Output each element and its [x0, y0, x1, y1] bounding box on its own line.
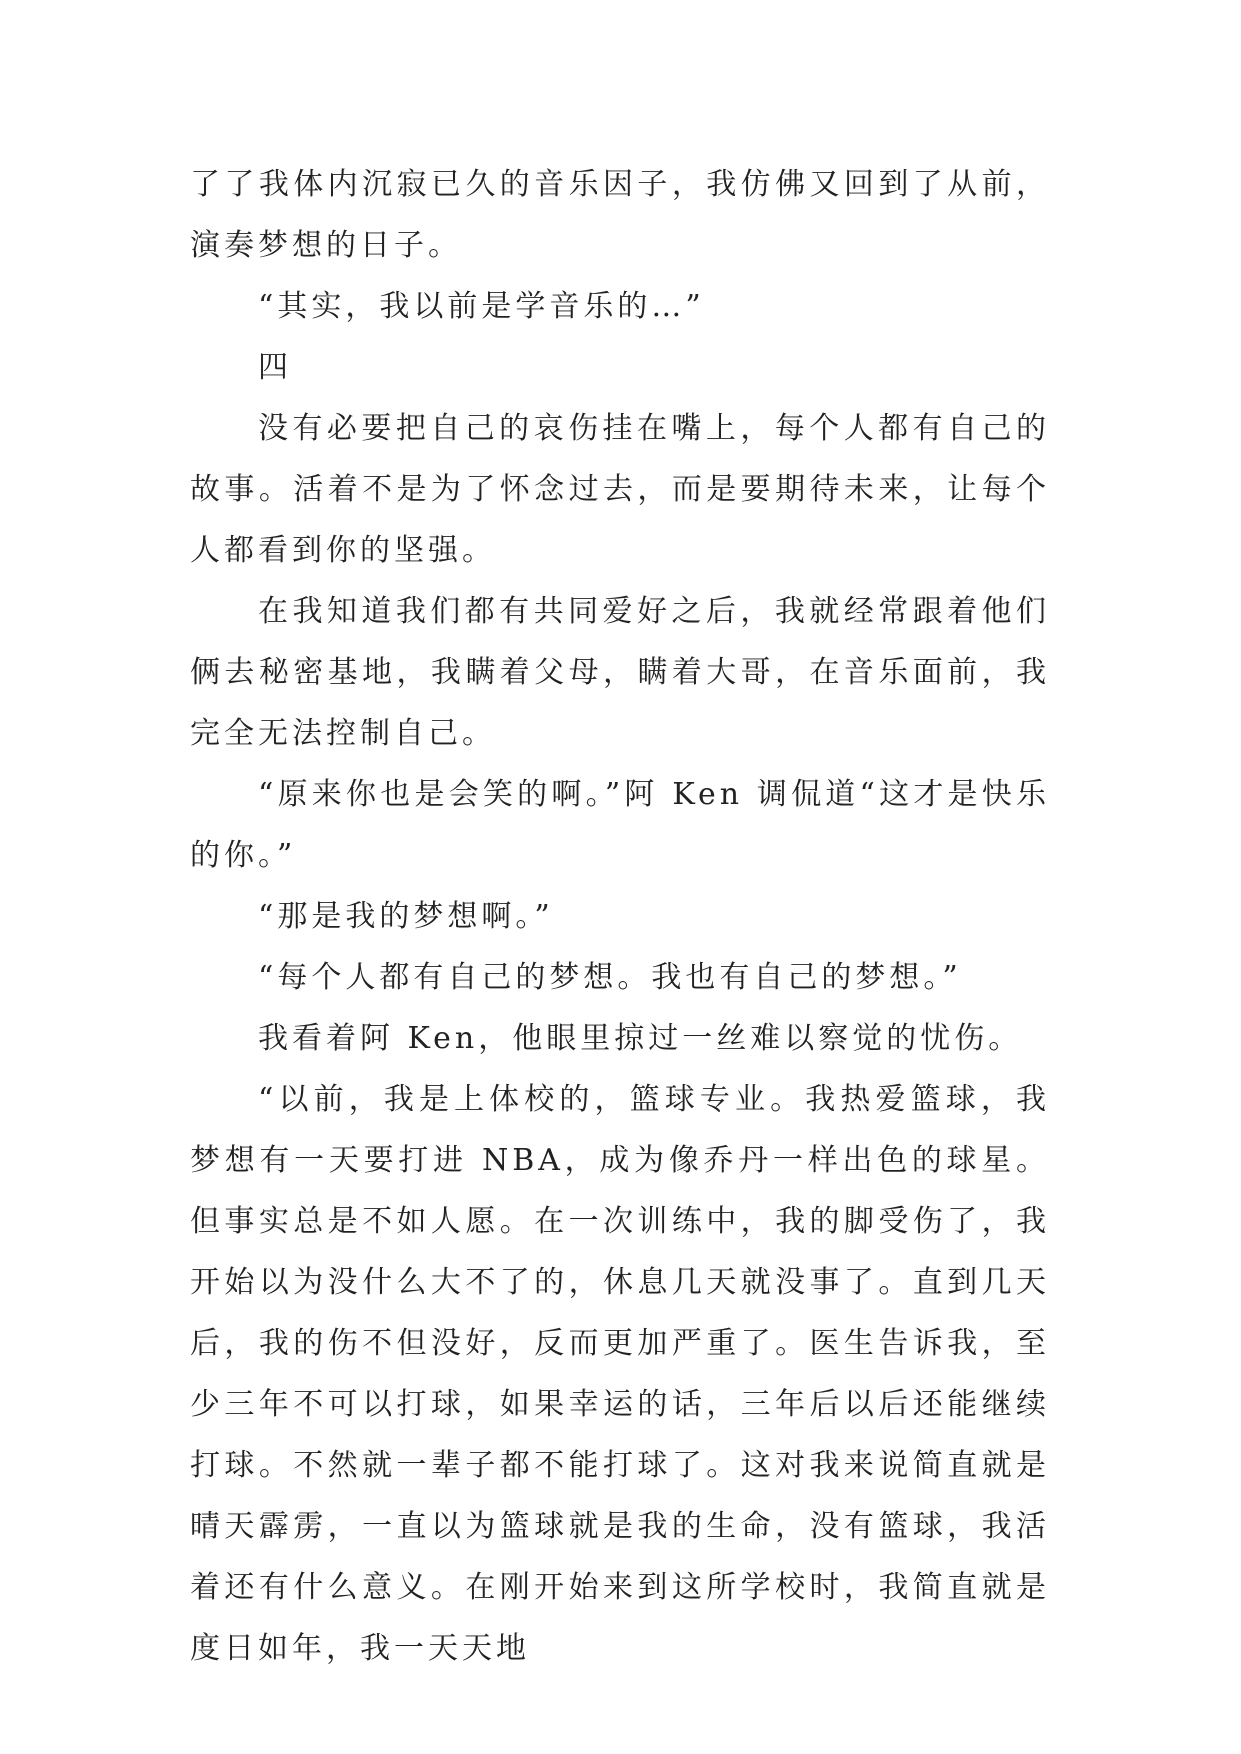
- paragraph: 在我知道我们都有共同爱好之后，我就经常跟着他们俩去秘密基地，我瞒着父母，瞒着大哥，在音乐面前，我完全无法控制自己。: [190, 594, 1050, 751]
- paragraph: “以前，我是上体校的，篮球专业。我热爱篮球，我梦想有一天要打进 NBA，成为像乔丹一样出色的球星。但事实总是不如人愿。在一次训练中，我的脚受伤了，我开始以为没什么大不了的，休息几天就没事了。直到几天后，我的伤不但没好，反而更加严重了。医生告诉我，至少三年不可以打球，如果幸运的话，三年后以后还能继续打球。不然就一辈子都不能打球了。这对我来说简直就是晴天霹雳，一直以为篮球就是我的生命，没有篮球，我活着还有什么意义。在刚开始来到这所学校时，我简直就是度日如年，我一天天地: [190, 1082, 1050, 1666]
- paragraph: 我看着阿 Ken，他眼里掠过一丝难以察觉的忧伤。: [258, 1021, 1023, 1056]
- paragraph: “原来你也是会笑的啊。”阿 Ken 调侃道“这才是快乐的你。”: [190, 777, 1050, 873]
- paragraph: “那是我的梦想啊。”: [258, 899, 554, 934]
- body-text: [190, 154, 1050, 1679]
- paragraph: “每个人都有自己的梦想。我也有自己的梦想。”: [258, 960, 962, 995]
- section-heading: 四: [258, 350, 292, 385]
- paragraph: 没有必要把自己的哀伤挂在嘴上，每个人都有自己的故事。活着不是为了怀念过去，而是要期待未来，让每个人都看到你的坚强。: [190, 411, 1050, 568]
- paragraph: “其实，我以前是学音乐的…”: [258, 289, 705, 324]
- paragraph: 了了我体内沉寂已久的音乐因子，我仿佛又回到了从前，演奏梦想的日子。: [190, 167, 1050, 263]
